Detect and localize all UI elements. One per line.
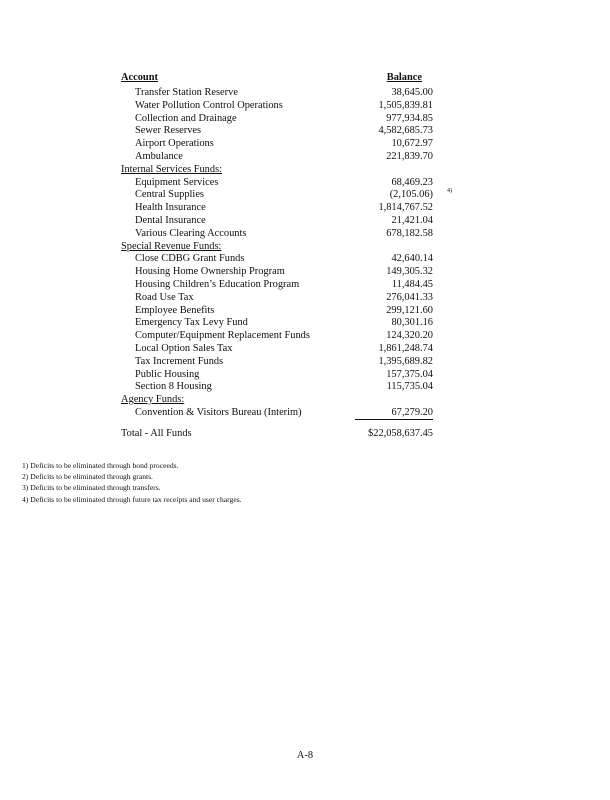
account-name: Public Housing	[135, 368, 200, 380]
account-balance: 1,505,839.81	[378, 99, 433, 111]
table-row	[121, 253, 441, 266]
account-balance: (2,105.06)	[389, 189, 433, 201]
account-balance: 1,395,689.82	[378, 355, 433, 367]
section-title: Internal Services Funds:	[121, 163, 222, 175]
footnote: 1) Deficits to be eliminated through bond proceeds.	[22, 461, 179, 470]
account-name: Convention & Visitors Bureau (Interim)	[135, 406, 302, 418]
table-row	[121, 369, 441, 382]
page-number: A-8	[296, 750, 314, 761]
account-balance: 157,375.04	[386, 368, 433, 380]
section-heading-agency	[121, 394, 441, 407]
table-row	[121, 343, 441, 356]
fund-balance-table	[121, 71, 452, 441]
account-balance: 1,814,767.52	[378, 202, 433, 214]
table-row	[121, 228, 441, 241]
account-balance: 115,735.04	[386, 381, 433, 393]
account-name: Computer/Equipment Replacement Funds	[135, 330, 310, 342]
table-row	[121, 407, 441, 420]
account-balance: 124,320.20	[386, 330, 433, 342]
table-row	[121, 215, 441, 228]
account-balance: 221,839.70	[386, 150, 433, 162]
table-row	[121, 356, 441, 369]
section-title: Special Revenue Funds:	[121, 240, 222, 252]
account-name: Collection and Drainage	[135, 112, 237, 124]
account-balance: 11,484.45	[391, 278, 433, 290]
table-row	[121, 151, 441, 164]
section-heading-special-revenue	[121, 241, 441, 254]
account-balance: 678,182.58	[386, 227, 433, 239]
balance-column-header: Balance	[386, 72, 422, 83]
account-name: Local Option Sales Tax	[135, 342, 233, 354]
account-balance: 80,301.16	[391, 317, 433, 329]
table-row	[121, 330, 441, 343]
table-row	[121, 202, 441, 215]
account-name: Water Pollution Control Operations	[135, 99, 283, 111]
account-name: Health Insurance	[135, 202, 206, 214]
section-title: Agency Funds:	[121, 394, 185, 406]
footnotes	[22, 460, 242, 505]
account-balance: 10,672.97	[391, 138, 433, 150]
total-label: Total - All Funds	[121, 427, 192, 439]
account-balance: 1,861,248.74	[378, 342, 433, 354]
account-name: Dental Insurance	[135, 214, 206, 226]
account-name: Ambulance	[135, 150, 183, 162]
account-name: Transfer Station Reserve	[135, 87, 238, 98]
account-balance: 38,645.00	[391, 87, 433, 98]
account-name: Airport Operations	[135, 138, 214, 150]
total-row	[121, 428, 441, 441]
table-row	[121, 113, 441, 126]
footnote: 2) Deficits to be eliminated through grants.	[22, 472, 153, 482]
table-row	[121, 100, 441, 113]
account-balance: 299,121.60	[386, 304, 433, 316]
account-balance: 21,421.04	[391, 214, 433, 226]
table-row	[121, 188, 452, 202]
account-balance: 149,305.32	[386, 266, 433, 278]
account-name: Close CDBG Grant Funds	[135, 253, 245, 265]
table-row	[121, 125, 441, 138]
table-row	[121, 305, 441, 318]
account-name: Sewer Reserves	[135, 125, 202, 137]
account-name: Emergency Tax Levy Fund	[135, 317, 248, 329]
table-row	[121, 279, 441, 292]
account-balance: 68,469.23	[391, 176, 433, 188]
table-row	[121, 138, 441, 151]
account-name: Employee Benefits	[135, 304, 215, 316]
account-name: Road Use Tax	[135, 291, 194, 303]
account-column-header: Account	[121, 72, 158, 83]
table-row	[121, 266, 441, 279]
footnote-reference: 4)	[447, 188, 452, 195]
account-name: Tax Increment Funds	[135, 355, 224, 367]
account-name: Housing Children’s Education Program	[135, 278, 300, 290]
table-row	[121, 292, 441, 305]
account-balance: 42,640.14	[391, 253, 433, 265]
total-value: $22,058,637.45	[368, 427, 433, 439]
account-name: Housing Home Ownership Program	[135, 266, 285, 278]
account-name: Section 8 Housing	[135, 381, 212, 393]
account-balance: 4,582,685.73	[378, 125, 433, 137]
table-row	[121, 87, 441, 100]
table-row	[121, 177, 441, 190]
account-name: Central Supplies	[135, 189, 204, 201]
account-balance: 977,934.85	[386, 112, 433, 124]
account-name: Various Clearing Accounts	[135, 227, 247, 239]
account-name: Equipment Services	[135, 176, 219, 188]
table-row	[121, 317, 441, 330]
account-balance: 67,279.20	[355, 407, 433, 420]
footnote: 3) Deficits to be eliminated through transfers.	[22, 483, 161, 493]
section-heading-internal-services	[121, 164, 441, 177]
spacer	[121, 420, 441, 428]
account-balance: 276,041.33	[386, 291, 433, 303]
table-row	[121, 381, 441, 394]
footnote: 4) Deficits to be eliminated through future tax receipts and user charges.	[22, 494, 242, 504]
table-header	[121, 71, 441, 87]
